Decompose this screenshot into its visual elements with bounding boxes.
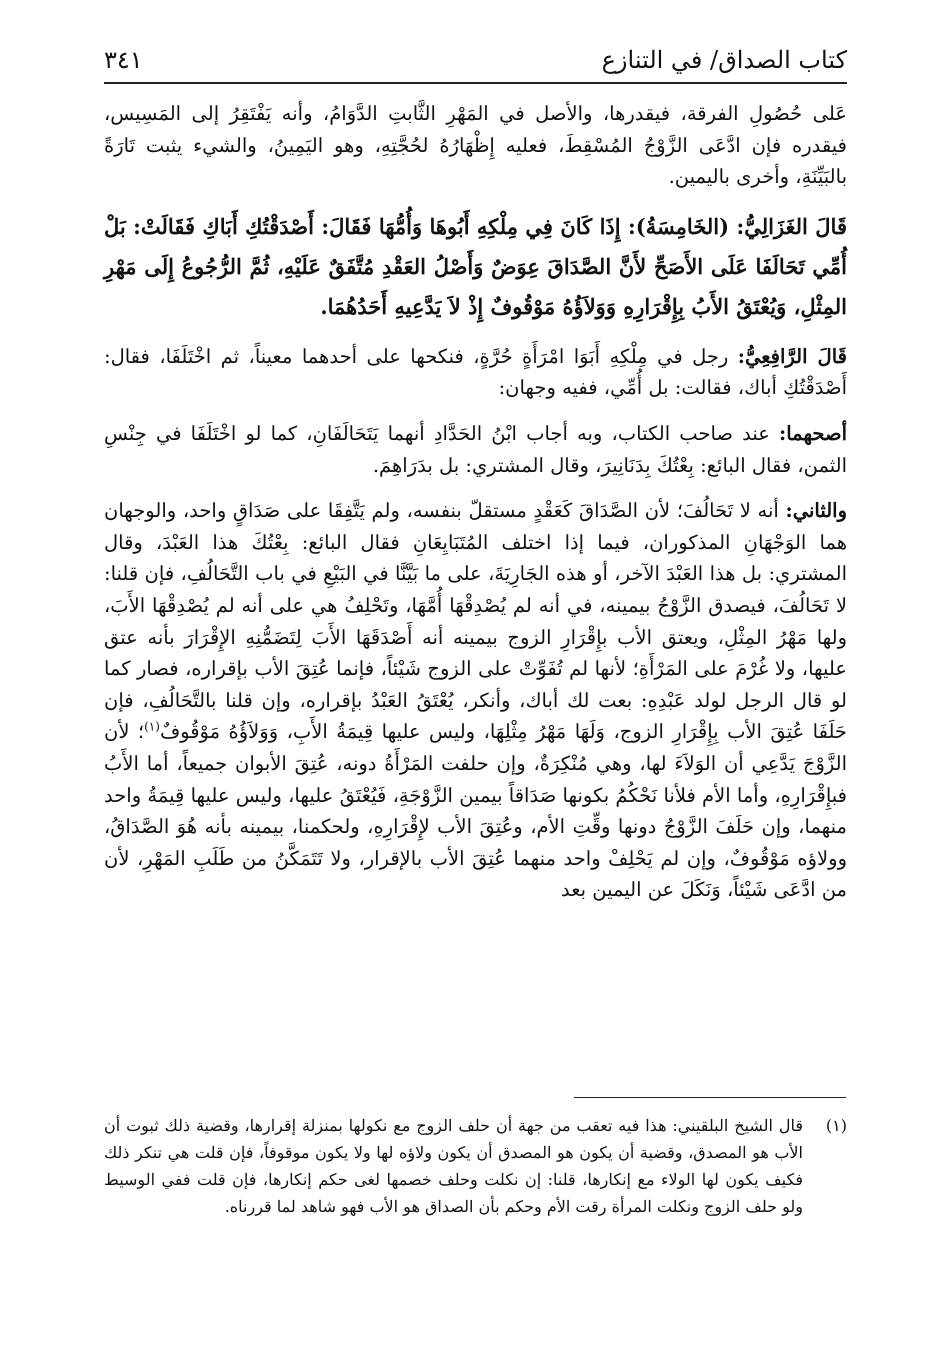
paragraph-text: رجل في مِلْكِهِ أَبَوَا امْرَأَةٍ حُرَّةٍ، فنكحها على أحدهما معيناً، ثم اخْتَلَفَا، فقال: أَصْدَقْتُكِ أباك، فقالت: بل أُمِّي، ففيه وجهان: <box>104 344 847 400</box>
running-title: كتاب الصداق/ في التنازع <box>601 46 847 74</box>
paragraph-text-tail: ؛ لأن الزَّوْجَ يَدَّعِي أن الوَلاَءَ لها، وهي مُنْكِرَةٌ، وإن حلفت المَرْأَةُ دونه، عُتِقَ الأبوان جميعاً، أما الأَبُ فبإِقْرَارِهِ، وأما الأم فلأنا نَحْكُمُ بكونها صَدَاقاً بيمين الزَّوْجَةِ، فَيُعْتَقُ عليها، وليس عليها قِيمَةُ واحد منهما، وإن حَلَفَ الزَّوْجُ دونها وقِّتِ الأم، وعُتِقَ الأب لإِقْرَارِهِ، ولحكمنا، بيمينه بأنه هُوَ الصَّدَاقُ، وولاؤه مَوْقُوفٌ، وإن لم يَحْلِفْ واحد منهما عُتِقَ الأب بالإقرار، ولا تَتَمَكَّنُ من طَلَبِ المَهْرِ، لأن من ادَّعَى شَيْئاً، وَنَكَلَ عن اليمين بعد <box>104 720 847 902</box>
paragraph-ghazali-matn <box>104 207 847 327</box>
main-text <box>104 98 847 906</box>
paragraph-lead: قَالَ الرَّافِعِيُّ: <box>737 344 847 368</box>
paragraph-rafii <box>104 341 847 404</box>
paragraph-continuation <box>104 98 847 193</box>
paragraph-first-view <box>104 418 847 481</box>
paragraph-lead: والثاني: <box>785 499 847 523</box>
paragraph-text: عَلى حُصُولِ الفرقة، فيقدرها، والأصل في المَهْرِ الثَّابتِ الدَّوَامُ، وأنه يَفْتَقِرُ إلى المَسِيس، فيقدره فإن ادَّعَى الزَّوْجُ المُسْقِطَ، فعليه إِظْهَارُهُ لحُجَّتِهِ، وهو اليَمِينُ، والشيء يثبت تَارَةً بالبَيِّنَةِ، وأخرى باليمين. <box>104 102 847 189</box>
paragraph-lead: أصحهما: <box>779 421 847 445</box>
paragraph-text: أنه لا تَحَالُفَ؛ لأن الصَّدَاقَ كَعَقْدٍ مستقلّ بنفسه، ولم يَتَّفِقَا على صَدَاقٍ واحد، والوجهان هما الوَجْهَانِ المذكوران، فيما إذا اختلف المُتَبَايِعَانِ فقال البائع: بِعْتُكَ هذا العَبْدَ، وقال المشتري: بل هذا العَبْدَ الآخر، أو هذه الجَارِيَةَ، على ما بَيَّنَّا في البَيْعِ في باب التَّحَالُفِ، فإن قلنا: لا تَحَالُفَ، فيصدق الزَّوْجُ بيمينه، في أنه لم يُصْدِقْهَا أُمَّهَا، وتَحْلِفُ هي على أنه لم يُصْدِقْهَا الأَبَ، ولها مَهْرُ المِثْلِ، ويعتق الأب بإِقْرَارِ الزوج بيمينه أنه أَصْدَقَهَا الأَبَ لِتَضَمُّنِهِ الإِقْرَارَ بأنه عتق عليها، ولا غُرْمَ على المَرْأَةِ؛ لأنها لم تُفَوِّتْ على الزوج شَيْئاً، فإنما عُتِقَ الأب بإقراره، فصار كما لو قال الرجل لولد عَبْدِهِ: بعت لك أباك، وأنكر، يُعْتَقُ العَبْدُ بإقراره، وإن قلنا بالتَّحَالُفِ، فإن حَلَفَا عُتِقَ الأب بِإِقْرَارِ الزوج، وَلَهَا مَهْرُ مِثْلِهَا، وليس عليها قِيمَةُ الأَبِ، وَوَلاَؤُهُ مَوْقُوفٌ <box>104 499 847 744</box>
page-number: ٣٤١ <box>104 46 143 74</box>
footnote-marker[interactable]: (١) <box>144 719 160 734</box>
running-header <box>104 42 847 84</box>
paragraph-second-view <box>104 495 847 906</box>
footnote-divider <box>574 1097 846 1098</box>
footnote <box>104 1112 847 1220</box>
paragraph-text: عند صاحب الكتاب، وبه أجاب ابْنُ الحَدَّادِ أنهما يَتَحَالَفَانِ، كما لو اخْتَلَفَا في جِنْسِ الثمن، فقال البائع: بِعْتُكَ بِدَنَانِيرَ، وقال المشتري: بل بدَرَاهِمَ. <box>104 421 847 477</box>
paragraph-lead: قَالَ الغَزَالِيُّ: (الخَامِسَةُ): <box>628 213 847 239</box>
footnote-text: قال الشيخ البلقيني: هذا فيه تعقب من جهة أن حلف الزوج مع نكولها بمنزلة إقرارها، وقضية ذلك ثبوت أن الأب هو المصدق، وقضية أن يكون هو المصدق أن يكون ولاؤه لها ولا يكون موقوفاً، فإن قلت هي تنكر ذلك فكيف يكون لها الولاء مع إنكارها، قلنا: إن نكلت وحلف خصمها لغى حكم إنكارها، فإن قلت ففي الوسيط ولو حلف الزوج ونكلت المرأة رقت الأم وحكم بأن الصداق هو الأب فهو شاهد لما قررناه. <box>104 1116 803 1216</box>
paragraph-text: إِذَا كَانَ فِي مِلْكِهِ أَبُوهَا وَأُمُّهَا فَقَالَ: أَصْدَقْتُكِ أَبَاكِ فَقَالَتْ: بَلْ أُمِّي تَحَالَفَا عَلَى الأَصَحِّ لأَنَّ الصَّدَاقَ عِوَضٌ وَأَصْلُ العَقْدِ مُتَّفَقٌ عَلَيْهِ، ثُمَّ الرُّجُوعُ إِلَى مَهْرِ المِثْلِ، وَيُعْتَقُ الأَبُ بِإِقْرَارِهِ وَوَلاَؤُهُ مَوْقُوفٌ إِذْ لاَ يَدَّعِيهِ أَحَدُهُمَا. <box>104 213 847 319</box>
footnote-number: (١) <box>825 1116 847 1135</box>
